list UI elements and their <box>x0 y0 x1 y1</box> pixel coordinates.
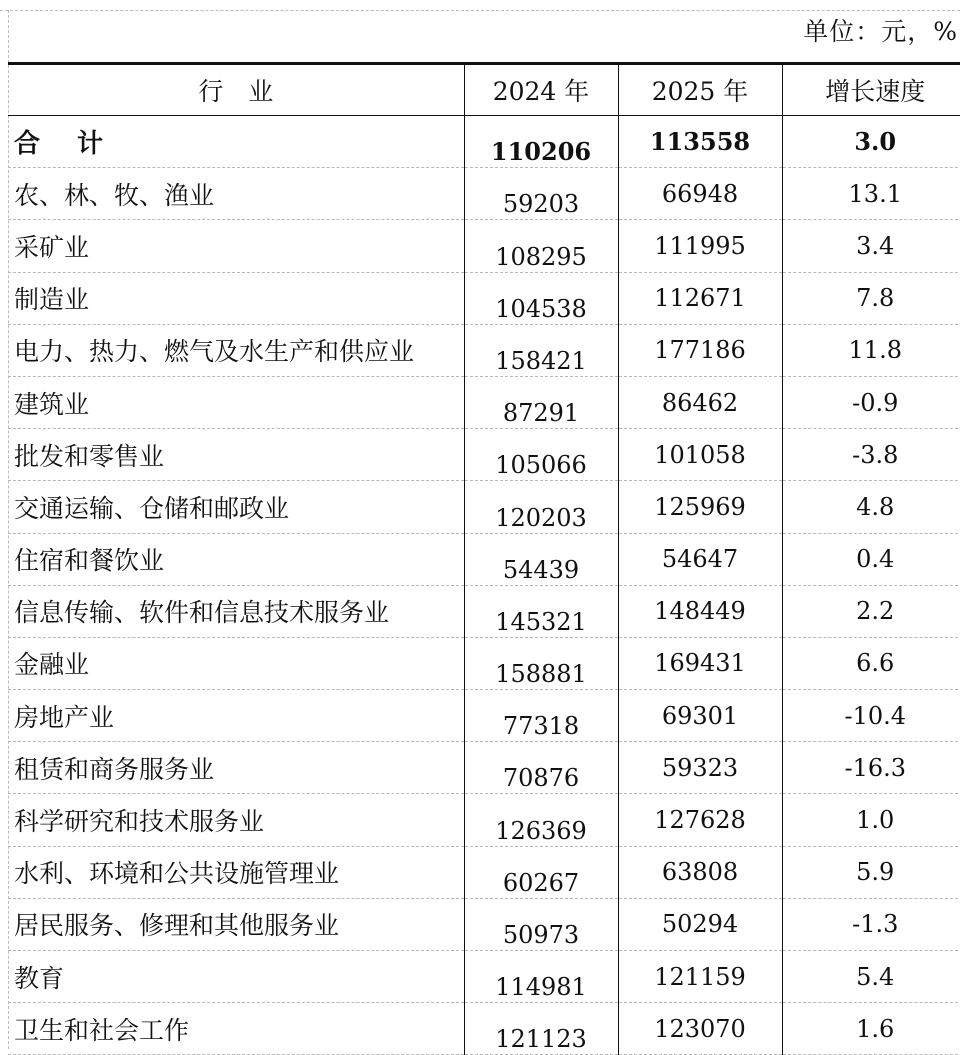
industry-name: 采矿业 <box>8 220 464 272</box>
table-row <box>8 846 960 898</box>
table-header-row <box>8 64 960 116</box>
value-2024: 87291 <box>464 376 618 428</box>
industry-name: 批发和零售业 <box>8 429 464 481</box>
header-2025: 2025 年 <box>618 64 782 116</box>
value-2024: 108295 <box>464 220 618 272</box>
value-2024: 110206 <box>464 116 618 168</box>
value-2025: 148449 <box>618 585 782 637</box>
growth-rate: 5.9 <box>782 846 960 898</box>
wage-table <box>8 62 960 1055</box>
growth-rate: -3.8 <box>782 429 960 481</box>
industry-name: 卫生和社会工作 <box>8 1003 464 1055</box>
growth-rate: 0.4 <box>782 533 960 585</box>
industry-name: 合 计 <box>8 116 464 168</box>
growth-rate: 3.0 <box>782 116 960 168</box>
industry-name: 教育 <box>8 951 464 1003</box>
table-row <box>8 481 960 533</box>
growth-rate: -1.3 <box>782 898 960 950</box>
value-2024: 59203 <box>464 168 618 220</box>
value-2025: 111995 <box>618 220 782 272</box>
industry-name: 电力、热力、燃气及水生产和供应业 <box>8 324 464 376</box>
growth-rate: 11.8 <box>782 324 960 376</box>
industry-name: 住宿和餐饮业 <box>8 533 464 585</box>
value-2024: 60267 <box>464 846 618 898</box>
growth-rate: 6.6 <box>782 637 960 689</box>
table-row <box>8 220 960 272</box>
value-2024: 77318 <box>464 690 618 742</box>
table-row <box>8 168 960 220</box>
table-row <box>8 794 960 846</box>
value-2025: 113558 <box>618 116 782 168</box>
value-2025: 121159 <box>618 951 782 1003</box>
table-row <box>8 324 960 376</box>
value-2025: 69301 <box>618 690 782 742</box>
value-2025: 169431 <box>618 637 782 689</box>
table-row <box>8 1003 960 1055</box>
table-row <box>8 690 960 742</box>
value-2025: 177186 <box>618 324 782 376</box>
industry-name: 水利、环境和公共设施管理业 <box>8 846 464 898</box>
table-row <box>8 951 960 1003</box>
value-2025: 59323 <box>618 742 782 794</box>
value-2025: 125969 <box>618 481 782 533</box>
industry-name: 金融业 <box>8 637 464 689</box>
unit-label: 单位：元，% <box>803 17 958 46</box>
value-2024: 158421 <box>464 324 618 376</box>
value-2025: 127628 <box>618 794 782 846</box>
table-row <box>8 429 960 481</box>
value-2025: 101058 <box>618 429 782 481</box>
industry-name: 制造业 <box>8 272 464 324</box>
growth-rate: 5.4 <box>782 951 960 1003</box>
industry-name: 信息传输、软件和信息技术服务业 <box>8 585 464 637</box>
value-2024: 50973 <box>464 898 618 950</box>
growth-rate: -16.3 <box>782 742 960 794</box>
header-industry: 行 业 <box>8 64 464 116</box>
value-2024: 70876 <box>464 742 618 794</box>
value-2025: 112671 <box>618 272 782 324</box>
growth-rate: 3.4 <box>782 220 960 272</box>
growth-rate: 4.8 <box>782 481 960 533</box>
value-2025: 66948 <box>618 168 782 220</box>
growth-rate: 7.8 <box>782 272 960 324</box>
frame-top-border <box>0 10 960 11</box>
table-row <box>8 898 960 950</box>
table-row <box>8 742 960 794</box>
table-body <box>8 116 960 1055</box>
value-2024: 54439 <box>464 533 618 585</box>
table-row <box>8 376 960 428</box>
table-row <box>8 585 960 637</box>
industry-name: 交通运输、仓储和邮政业 <box>8 481 464 533</box>
table-row <box>8 272 960 324</box>
growth-rate: 1.0 <box>782 794 960 846</box>
value-2024: 158881 <box>464 637 618 689</box>
value-2025: 86462 <box>618 376 782 428</box>
value-2024: 120203 <box>464 481 618 533</box>
table-row <box>8 637 960 689</box>
growth-rate: -10.4 <box>782 690 960 742</box>
value-2024: 145321 <box>464 585 618 637</box>
value-2024: 121123 <box>464 1003 618 1055</box>
value-2024: 104538 <box>464 272 618 324</box>
industry-name: 建筑业 <box>8 376 464 428</box>
industry-name: 农、林、牧、渔业 <box>8 168 464 220</box>
industry-name: 房地产业 <box>8 690 464 742</box>
growth-rate: 1.6 <box>782 1003 960 1055</box>
industry-name: 科学研究和技术服务业 <box>8 794 464 846</box>
value-2025: 123070 <box>618 1003 782 1055</box>
growth-rate: 13.1 <box>782 168 960 220</box>
value-2024: 105066 <box>464 429 618 481</box>
industry-name: 居民服务、修理和其他服务业 <box>8 898 464 950</box>
header-2024: 2024 年 <box>464 64 618 116</box>
value-2024: 114981 <box>464 951 618 1003</box>
table-row <box>8 533 960 585</box>
growth-rate: -0.9 <box>782 376 960 428</box>
value-2025: 63808 <box>618 846 782 898</box>
value-2025: 54647 <box>618 533 782 585</box>
header-growth: 增长速度 <box>782 64 960 116</box>
table-row-total <box>8 116 960 168</box>
industry-name: 租赁和商务服务业 <box>8 742 464 794</box>
value-2025: 50294 <box>618 898 782 950</box>
value-2024: 126369 <box>464 794 618 846</box>
growth-rate: 2.2 <box>782 585 960 637</box>
